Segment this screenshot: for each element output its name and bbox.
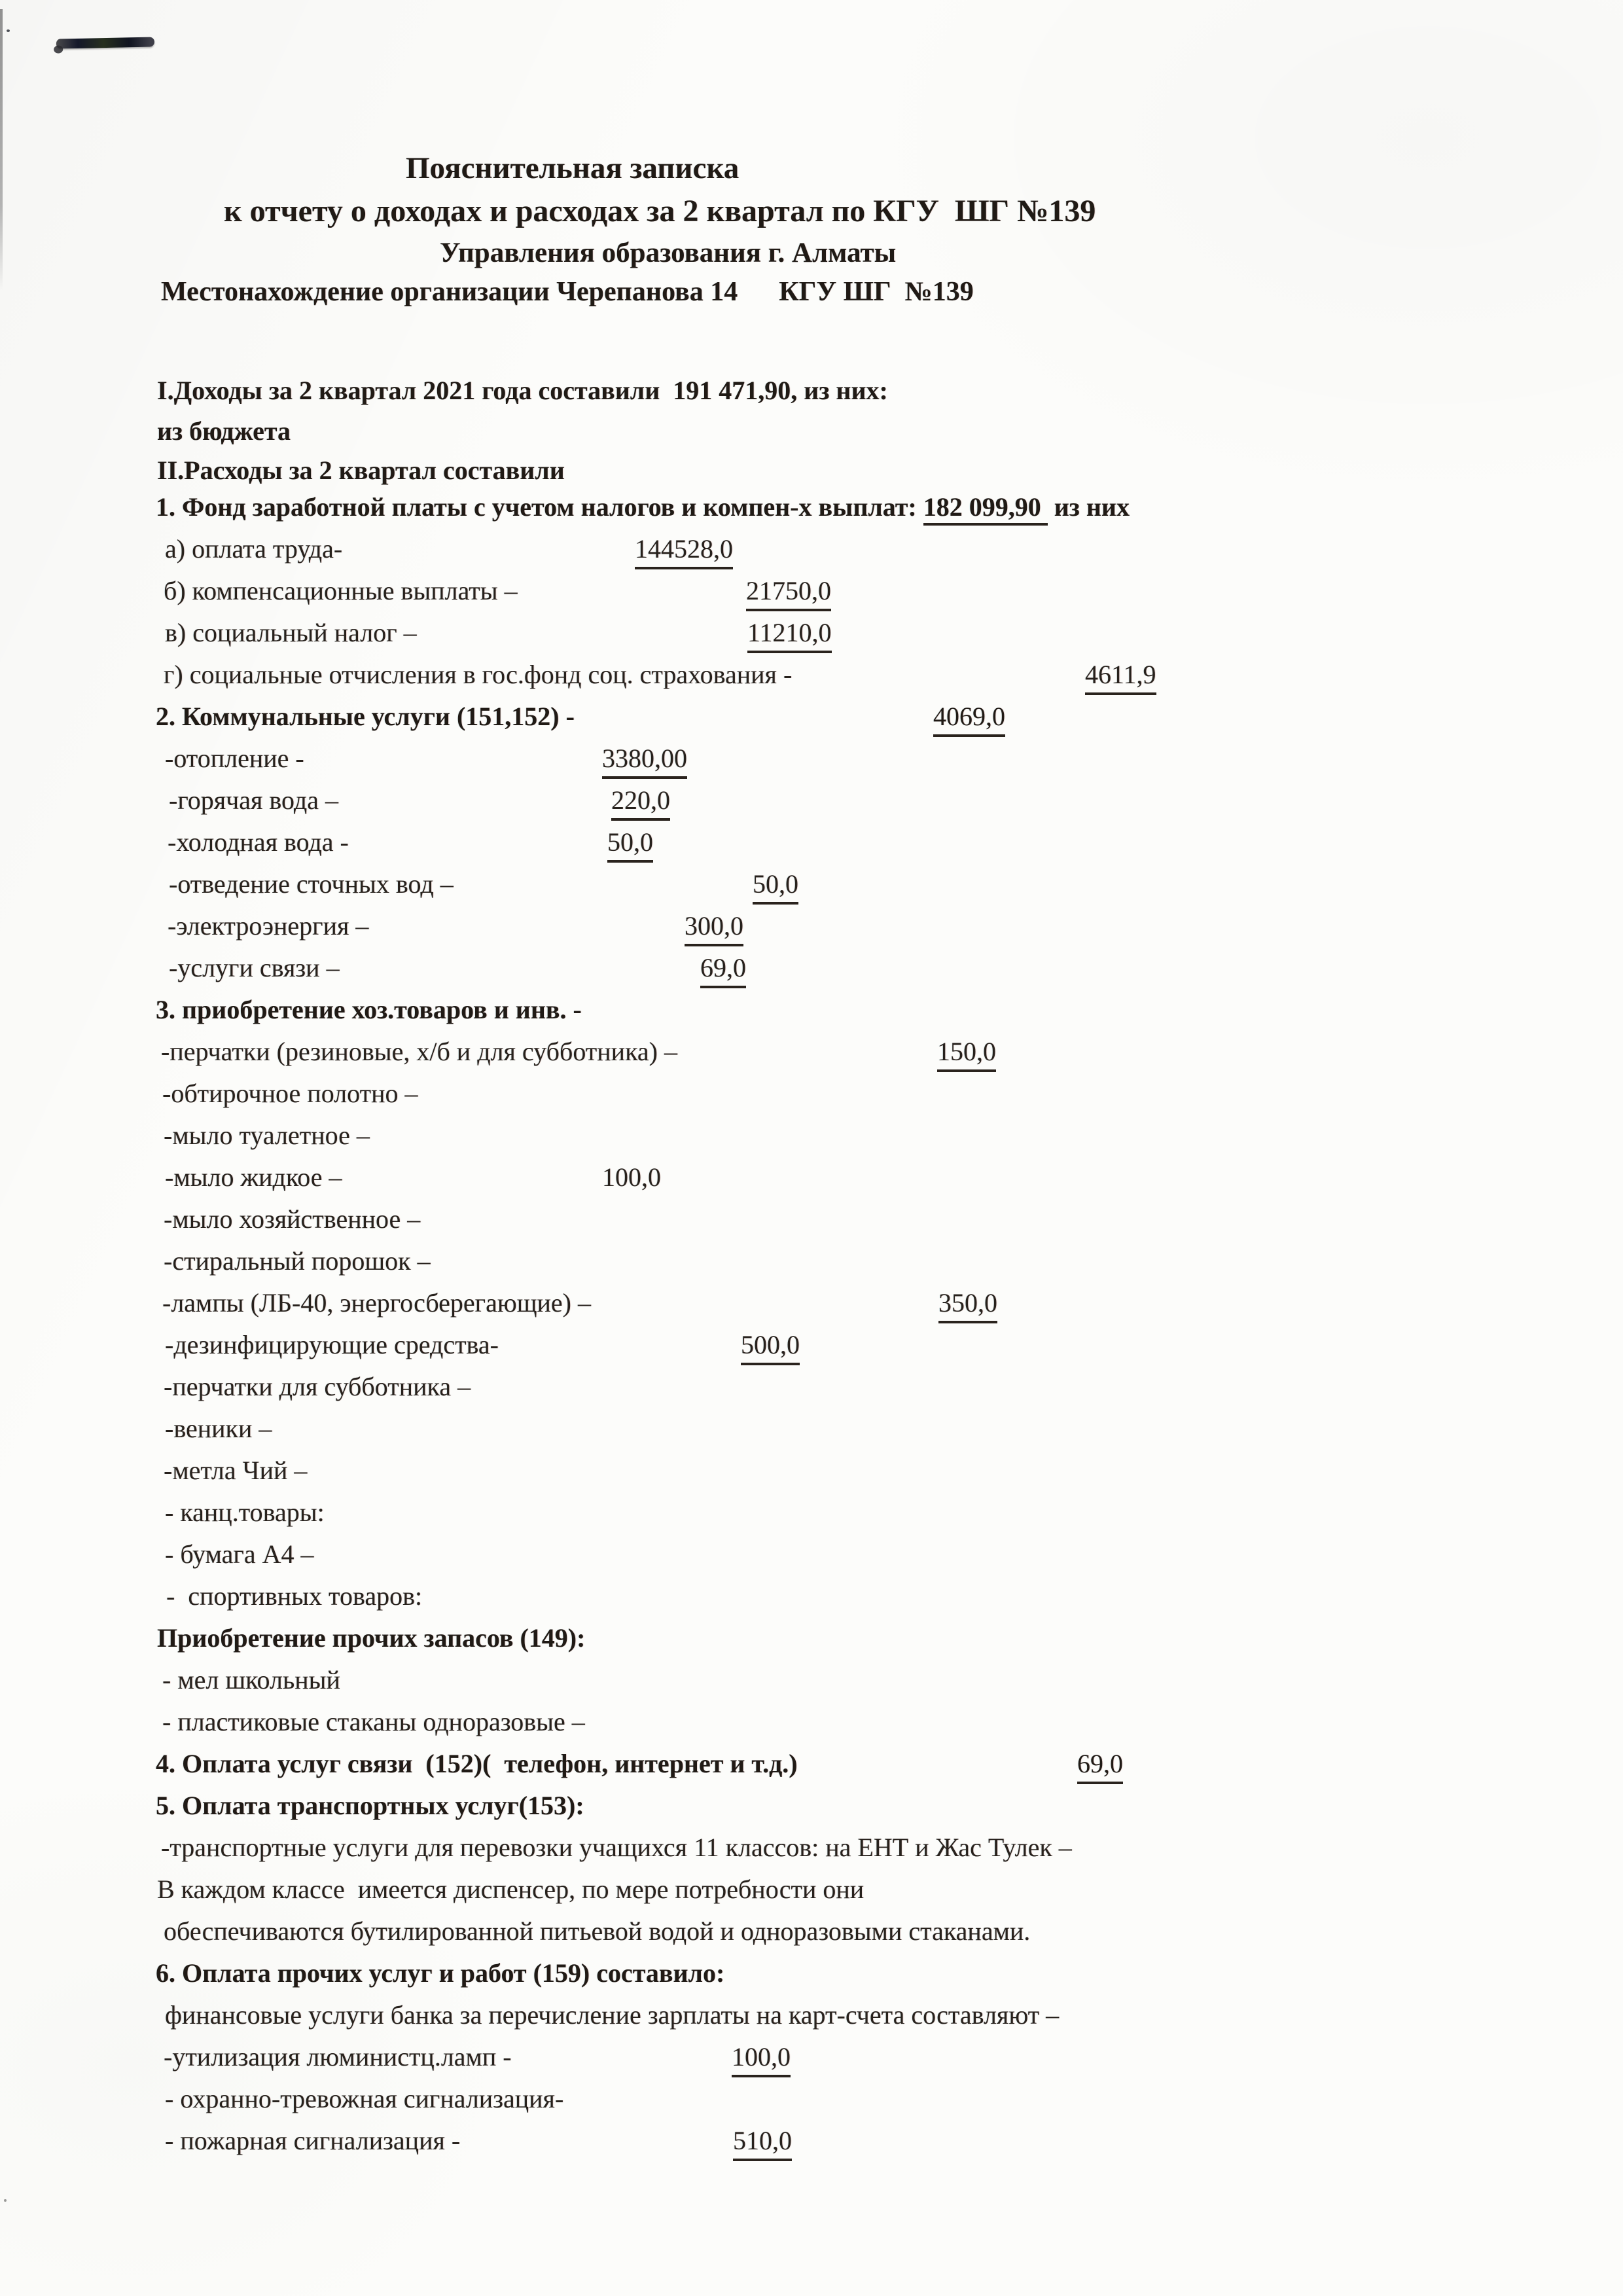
- document-line: [156, 491, 1130, 524]
- document-line: [156, 1957, 724, 1990]
- line-text: -холодная вода -: [168, 827, 349, 857]
- amount-value: 50,0: [607, 826, 653, 863]
- amount-value: 144528,0: [635, 533, 733, 569]
- page-edge-scan-line: [0, 9, 3, 291]
- line-text: - спортивных товаров:: [166, 1581, 423, 1611]
- line-text: в) социальный налог –: [165, 618, 417, 647]
- line-text: Местонахождение организации Черепанова 14 КГУ ШГ №139: [161, 277, 974, 307]
- line-text: из бюджета: [157, 416, 291, 446]
- amount-value: 69,0: [1077, 1748, 1123, 1784]
- document-line: [156, 994, 582, 1026]
- amount-value: 69,0: [700, 952, 746, 988]
- document-line: [165, 1412, 272, 1445]
- line-text: г) социальные отчисления в гос.фонд соц. страхования -: [164, 660, 793, 689]
- line-text: 4. Оплата услуг связи (152)( телефон, интернет и т.д.): [156, 1749, 798, 1778]
- document-line: [165, 1999, 1059, 2032]
- document-line: [164, 1371, 471, 1403]
- line-text: 5. Оплата транспортных услуг(153):: [156, 1791, 584, 1820]
- document-line: [165, 1496, 325, 1529]
- document-line: [440, 236, 896, 271]
- document-line: [164, 575, 831, 607]
- line-text: а) оплата труда-: [165, 534, 343, 564]
- line-text: -транспортные услуги для перевозки учащихся 11 классов: на ЕНТ и Жас Тулек –: [161, 1833, 1072, 1862]
- document-line: [169, 784, 670, 817]
- document-line: [166, 1580, 422, 1613]
- document-line: [165, 1329, 800, 1361]
- document-line: [156, 700, 1005, 733]
- line-text: -лампы (ЛБ-40, энергосберегающие) –: [162, 1288, 591, 1318]
- line-text: -мыло туалетное –: [164, 1121, 370, 1150]
- line-text: -дезинфицирующие средства-: [165, 1330, 499, 1359]
- document-line: [164, 1245, 431, 1278]
- document-line: [165, 2125, 792, 2157]
- document-line: [157, 1622, 585, 1655]
- line-text: - канц.товары:: [165, 1498, 325, 1527]
- amount-value: 3380,00: [602, 742, 687, 779]
- line-text: -отопление -: [165, 744, 304, 773]
- amount-value: 11210,0: [747, 617, 832, 653]
- document-line: [165, 1538, 313, 1571]
- amount-value: 220,0: [611, 784, 670, 821]
- line-text: II.Расходы за 2 квартал составили: [157, 456, 565, 485]
- line-text: - пожарная сигнализация -: [165, 2126, 461, 2155]
- document-line: [165, 617, 832, 649]
- line-text: -услуги связи –: [169, 953, 340, 982]
- line-text: -электроэнергия –: [168, 911, 369, 941]
- line-text: 1. Фонд заработной платы с учетом налогов и компен-х выплат:: [156, 492, 923, 522]
- document-line: [156, 1789, 584, 1822]
- amount-value: 4069,0: [933, 700, 1005, 737]
- amount-value: 150,0: [937, 1035, 996, 1072]
- document-line: [164, 1119, 370, 1152]
- line-text: 3. приобретение хоз.товаров и инв. -: [156, 995, 582, 1024]
- document-line: [406, 149, 739, 188]
- document-line: [156, 1748, 1123, 1780]
- line-text: Приобретение прочих запасов (149):: [157, 1623, 586, 1653]
- document-line: [165, 533, 733, 565]
- line-text: -перчатки для субботника –: [164, 1372, 471, 1401]
- line-text: к отчету о доходах и расходах за 2 квартал по КГУ ШГ №139: [224, 194, 1096, 228]
- staple-scan-mark: [56, 37, 154, 48]
- line-text: 2. Коммунальные услуги (151,152) -: [156, 702, 575, 731]
- document-line: [164, 1454, 307, 1487]
- amount-value: 100,0: [732, 2041, 791, 2077]
- document-line: [224, 192, 1096, 231]
- line-text: - мел школьный: [162, 1665, 340, 1695]
- document-line: [168, 826, 653, 859]
- document-line: [164, 1203, 420, 1236]
- line-text: финансовые услуги банка за перечисление зарплаты на карт-счета составляют –: [165, 2000, 1060, 2030]
- document-line: [161, 1831, 1072, 1864]
- amount-value: 50,0: [753, 868, 798, 905]
- amount-value: 100,0: [602, 1162, 661, 1192]
- document-line: [162, 1287, 997, 1319]
- line-text: -обтирочное полотно –: [162, 1079, 418, 1108]
- document-line: [164, 658, 1156, 691]
- document-line: [164, 1915, 1030, 1948]
- line-text: -горячая вода –: [169, 785, 338, 815]
- line-text: -веники –: [165, 1414, 272, 1443]
- line-text: - охранно-тревожная сигнализация-: [165, 2084, 564, 2113]
- document-line: [157, 374, 888, 407]
- line-text: -отведение сточных вод –: [169, 869, 454, 899]
- line-text: б) компенсационные выплаты –: [164, 576, 518, 605]
- line-text-after: из них: [1047, 492, 1130, 522]
- line-text: -утилизация люминистц.ламп -: [164, 2042, 512, 2072]
- line-text: -метла Чий –: [164, 1456, 308, 1485]
- line-text: -мыло жидкое –: [165, 1162, 342, 1192]
- line-text: обеспечиваются бутилированной питьевой водой и одноразовыми стаканами.: [164, 1916, 1031, 1946]
- line-text: -стиральный порошок –: [164, 1246, 431, 1276]
- amount-value: 350,0: [938, 1287, 997, 1323]
- document-line: [165, 742, 687, 775]
- document-line: [162, 1077, 418, 1110]
- scan-speck: [7, 29, 10, 32]
- document-line: [161, 1035, 996, 1068]
- line-text: -перчатки (резиновые, х/б и для субботника) –: [161, 1037, 677, 1066]
- line-text: 6. Оплата прочих услуг и работ (159) составило:: [156, 1958, 725, 1988]
- document-line: [157, 415, 291, 448]
- document-line: [157, 454, 565, 487]
- line-text: Пояснительная записка: [406, 151, 740, 185]
- document-line: [164, 2041, 791, 2073]
- amount-value: 300,0: [685, 910, 743, 946]
- amount-value: 182 099,90: [923, 492, 1048, 526]
- amount-value: 500,0: [741, 1329, 800, 1365]
- line-text: - пластиковые стаканы одноразовые –: [162, 1707, 585, 1736]
- line-text: - бумага А4 –: [165, 1539, 314, 1569]
- document-line: [169, 868, 798, 901]
- amount-value: 4611,9: [1085, 658, 1156, 695]
- document-line: [165, 1161, 661, 1194]
- document-line: [161, 275, 974, 310]
- line-text: I.Доходы за 2 квартал 2021 года составили 191 471,90, из них:: [157, 376, 888, 405]
- scan-speck: [4, 2199, 7, 2202]
- line-text: Управления образования г. Алматы: [440, 238, 897, 268]
- amount-value: 510,0: [733, 2125, 792, 2161]
- line-text: В каждом классе имеется диспенсер, по мере потребности они: [157, 1874, 865, 1904]
- line-text: -мыло хозяйственное –: [164, 1204, 421, 1234]
- document-line: [162, 1664, 340, 1696]
- document-line: [165, 2083, 563, 2115]
- document-line: [157, 1873, 864, 1906]
- document-line: [162, 1706, 585, 1738]
- amount-value: 21750,0: [746, 575, 831, 611]
- document-line: [169, 952, 746, 984]
- document-line: [168, 910, 743, 942]
